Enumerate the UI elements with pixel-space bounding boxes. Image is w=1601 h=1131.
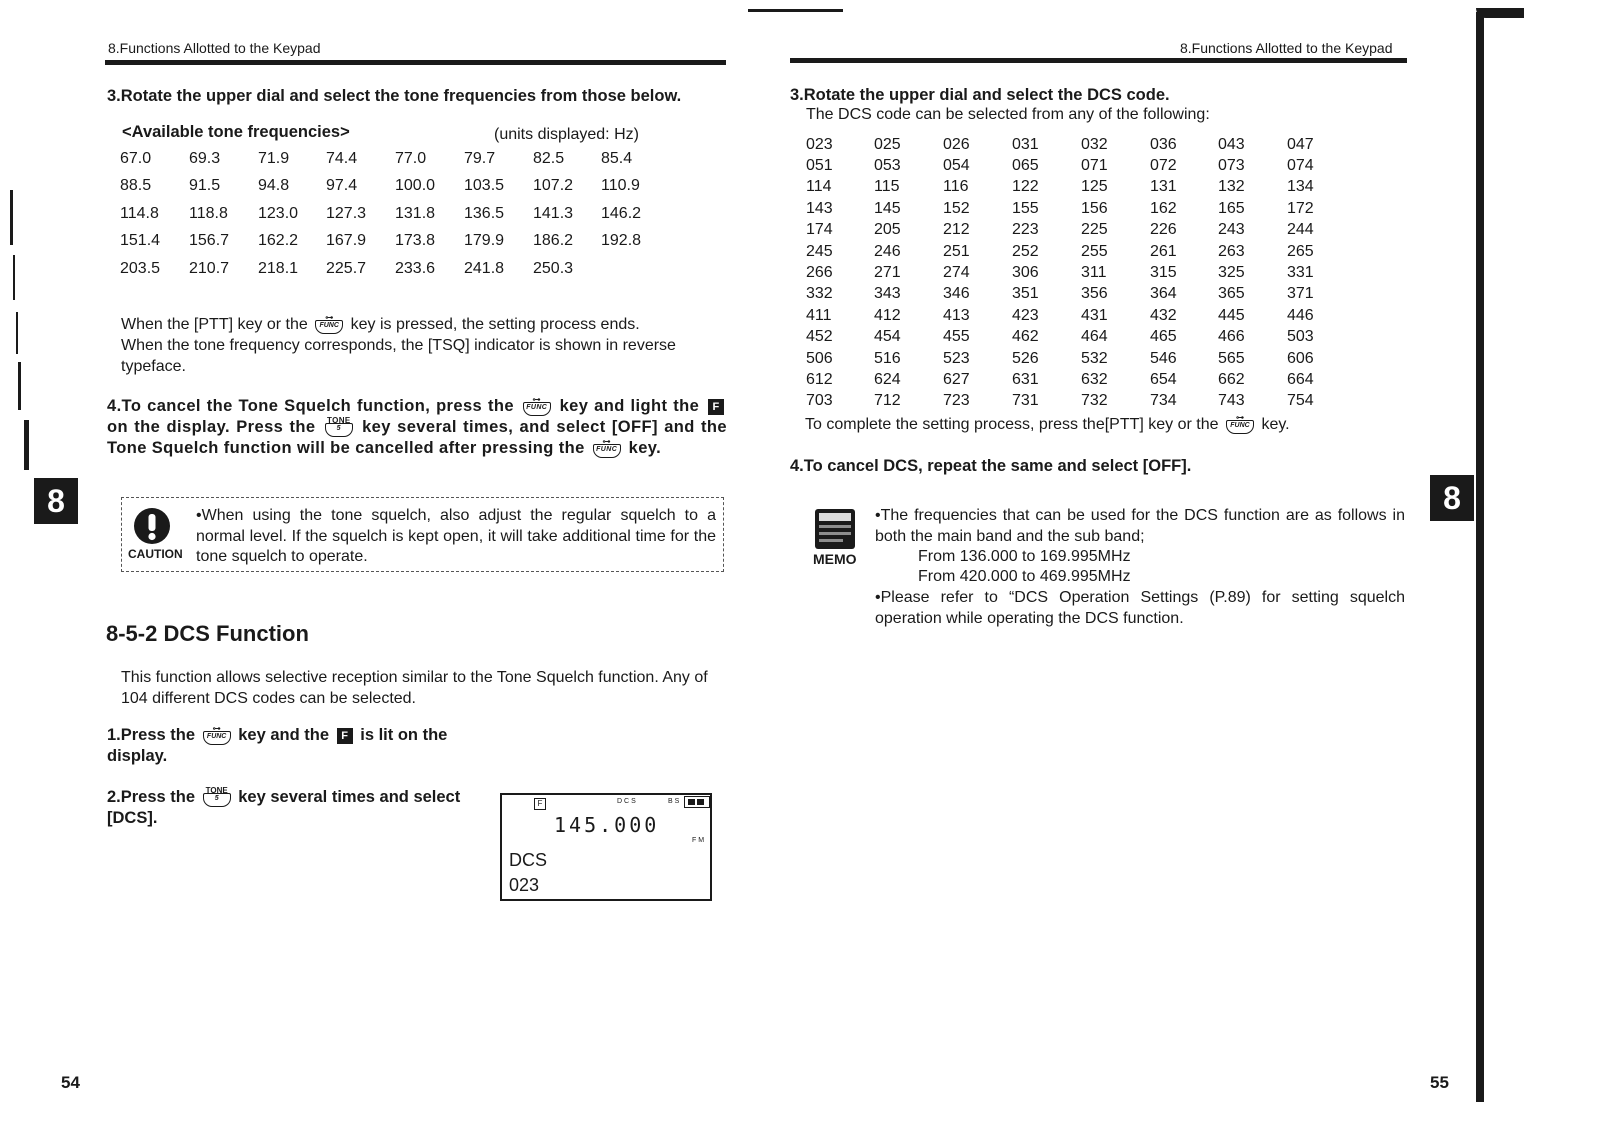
table-cell: 364 xyxy=(1150,285,1177,303)
tone-row xyxy=(120,173,661,201)
left-header-rule xyxy=(105,60,726,65)
table-cell: 627 xyxy=(943,370,970,388)
left-edge-mark xyxy=(24,420,29,470)
tone-row xyxy=(120,200,661,228)
table-cell: 734 xyxy=(1150,392,1177,410)
table-cell: 664 xyxy=(1287,370,1314,388)
table-cell: 156.7 xyxy=(189,232,230,250)
dcs-row xyxy=(806,241,1327,262)
table-cell: 446 xyxy=(1287,306,1314,324)
table-cell: 118.8 xyxy=(189,204,228,222)
table-cell: 69.3 xyxy=(189,149,221,167)
table-cell: 225 xyxy=(1081,221,1108,239)
section-title: 8-5-2 DCS Function xyxy=(106,621,309,646)
table-cell: 162 xyxy=(1150,199,1177,217)
table-cell: 67.0 xyxy=(120,149,152,167)
table-cell: 225.7 xyxy=(326,259,367,277)
table-cell: 94.8 xyxy=(258,177,290,195)
table-cell: 226 xyxy=(1150,221,1177,239)
lcd-mode: F M xyxy=(692,837,705,844)
table-cell: 155 xyxy=(1012,199,1039,217)
table-cell: 203.5 xyxy=(120,259,161,277)
table-cell: 246 xyxy=(874,242,901,260)
left-edge-mark xyxy=(13,255,15,300)
table-cell: 306 xyxy=(1012,264,1039,282)
table-cell: 025 xyxy=(874,135,901,153)
func-key-icon: ⊶ FUNC xyxy=(523,398,551,416)
table-cell: 172 xyxy=(1287,199,1314,217)
func-key-icon: ⊶ FUNC xyxy=(315,316,343,334)
dcs-row xyxy=(806,155,1327,176)
table-cell: 412 xyxy=(874,306,901,324)
func-key-icon: ⊶ FUNC xyxy=(1226,416,1254,434)
table-cell: 523 xyxy=(943,349,970,367)
lcd-dcs-indicator: DCS xyxy=(617,798,638,805)
table-cell: 356 xyxy=(1081,285,1108,303)
table-cell: 346 xyxy=(943,285,970,303)
dcs-step2 xyxy=(107,787,477,829)
ptt-text-b: key is pressed, the setting process ends. xyxy=(350,316,640,333)
table-cell: 156 xyxy=(1081,199,1108,217)
tone-units: (units displayed: Hz) xyxy=(494,126,639,143)
table-cell: 311 xyxy=(1081,264,1107,282)
table-cell: 132 xyxy=(1218,178,1245,196)
dcs-row xyxy=(806,134,1327,155)
dcs-step1-a: 1.Press the xyxy=(107,726,196,744)
table-cell: 100.0 xyxy=(395,177,436,195)
dcs-step1 xyxy=(107,725,477,767)
tone-row xyxy=(120,255,661,283)
table-cell: 051 xyxy=(806,157,833,175)
right-step3: 3.Rotate the upper dial and select the DCS code. xyxy=(790,86,1170,104)
tone-frequency-table xyxy=(120,145,661,283)
table-cell: 77.0 xyxy=(395,149,427,167)
memo-icon xyxy=(813,505,857,551)
table-cell: 71.9 xyxy=(258,149,290,167)
f-indicator-icon: F xyxy=(708,399,724,415)
dcs-row xyxy=(806,391,1327,412)
dcs-step1-c: is lit on the display. xyxy=(107,726,448,765)
table-cell: 107.2 xyxy=(533,177,574,195)
table-cell: 82.5 xyxy=(533,149,565,167)
left-header: 8.Functions Allotted to the Keypad xyxy=(108,40,321,56)
table-cell: 365 xyxy=(1218,285,1245,303)
step4-text-e: key. xyxy=(628,439,662,457)
table-cell: 546 xyxy=(1150,349,1177,367)
table-cell: 053 xyxy=(874,157,901,175)
table-cell: 151.4 xyxy=(120,232,161,250)
table-cell: 343 xyxy=(874,285,901,303)
table-cell: 127.3 xyxy=(326,204,367,222)
step4-text-b: key and light the xyxy=(559,397,700,415)
table-cell: 332 xyxy=(806,285,833,303)
table-cell: 162.2 xyxy=(258,232,299,250)
tone-key-icon: TONE 5 xyxy=(325,419,353,437)
table-cell: 261 xyxy=(1150,242,1177,260)
table-cell xyxy=(601,255,661,283)
table-cell: 411 xyxy=(806,306,832,324)
tone-caption: <Available tone frequencies> xyxy=(122,123,350,141)
table-cell: 218.1 xyxy=(258,259,299,277)
ptt-text-a: When the [PTT] key or the xyxy=(121,316,308,333)
table-cell: 146.2 xyxy=(601,204,642,222)
dcs-step1-b: key and the xyxy=(238,726,330,744)
table-cell: 186.2 xyxy=(533,232,574,250)
table-cell: 432 xyxy=(1150,306,1177,324)
table-cell: 143 xyxy=(806,199,833,217)
table-cell: 465 xyxy=(1150,328,1177,346)
table-cell: 023 xyxy=(806,135,833,153)
right-step3-sub: The DCS code can be selected from any of the following: xyxy=(806,106,1210,123)
table-cell: 205 xyxy=(874,221,901,239)
table-cell: 065 xyxy=(1012,157,1039,175)
right-edge-binding xyxy=(1476,12,1484,1102)
right-header: 8.Functions Allotted to the Keypad xyxy=(1180,40,1393,56)
complete-text xyxy=(805,414,1290,435)
table-cell: 606 xyxy=(1287,349,1314,367)
dcs-row xyxy=(806,220,1327,241)
table-cell: 662 xyxy=(1218,370,1245,388)
memo-text-2: •Please refer to “DCS Operation Settings (P.89) for setting squelch operation while operating the DCS function. xyxy=(875,589,1405,627)
lcd-frequency: 145.000 xyxy=(554,813,660,837)
top-crop-mark xyxy=(748,9,843,12)
dcs-row xyxy=(806,348,1327,369)
table-cell: 452 xyxy=(806,328,833,346)
tsq-text: When the tone frequency corresponds, the [TSQ] indicator is shown in reverse typeface. xyxy=(121,337,676,375)
table-cell: 212 xyxy=(943,221,970,239)
tone-row xyxy=(120,145,661,173)
right-page-number: 55 xyxy=(1430,1073,1449,1092)
table-cell: 136.5 xyxy=(464,204,505,222)
left-step4 xyxy=(107,396,727,459)
table-cell: 031 xyxy=(1012,135,1039,153)
right-header-rule xyxy=(790,58,1407,63)
left-edge-mark xyxy=(18,362,21,410)
table-cell: 371 xyxy=(1287,285,1314,303)
memo-range-1: From 136.000 to 169.995MHz xyxy=(918,548,1131,565)
table-cell: 532 xyxy=(1081,349,1108,367)
step4-text-c: on the display. Press the xyxy=(107,418,316,436)
table-cell: 026 xyxy=(943,135,970,153)
table-cell: 122 xyxy=(1012,178,1039,196)
table-cell: 526 xyxy=(1012,349,1039,367)
dcs-row xyxy=(806,262,1327,283)
dcs-row xyxy=(806,327,1327,348)
table-cell: 165 xyxy=(1218,199,1245,217)
table-cell: 233.6 xyxy=(395,259,436,277)
table-cell: 455 xyxy=(943,328,970,346)
table-cell: 565 xyxy=(1218,349,1245,367)
step4-text-a: 4.To cancel the Tone Squelch function, press the xyxy=(107,397,514,415)
battery-icon xyxy=(684,796,710,808)
table-cell: 134 xyxy=(1287,178,1314,196)
table-cell: 245 xyxy=(806,242,833,260)
table-cell: 91.5 xyxy=(189,177,221,195)
table-cell: 072 xyxy=(1150,157,1177,175)
table-cell: 624 xyxy=(874,370,901,388)
table-cell: 173.8 xyxy=(395,232,436,250)
table-cell: 445 xyxy=(1218,306,1245,324)
table-cell: 315 xyxy=(1150,264,1177,282)
func-key-icon: ⊶ FUNC xyxy=(203,727,231,745)
table-cell: 073 xyxy=(1218,157,1245,175)
table-cell: 115 xyxy=(874,178,900,196)
table-cell: 351 xyxy=(1012,285,1039,303)
left-page-number: 54 xyxy=(61,1073,80,1092)
table-cell: 103.5 xyxy=(464,177,505,195)
table-cell: 754 xyxy=(1287,392,1314,410)
memo-label: MEMO xyxy=(813,551,857,567)
caution-label: CAUTION xyxy=(128,547,183,561)
right-step4: 4.To cancel DCS, repeat the same and select [OFF]. xyxy=(790,457,1192,475)
table-cell: 152 xyxy=(943,199,970,217)
caution-text: •When using the tone squelch, also adjust the regular squelch to a normal level. If the squelch is kept open, it will take additional time for the tone squelch to operate. xyxy=(196,507,716,565)
table-cell: 454 xyxy=(874,328,901,346)
table-cell: 192.8 xyxy=(601,232,642,250)
table-cell: 732 xyxy=(1081,392,1108,410)
table-cell: 131 xyxy=(1150,178,1177,196)
tone-row xyxy=(120,228,661,256)
table-cell: 271 xyxy=(874,264,901,282)
table-cell: 043 xyxy=(1218,135,1245,153)
table-cell: 97.4 xyxy=(326,177,358,195)
table-cell: 071 xyxy=(1081,157,1108,175)
dcs-code-table xyxy=(806,134,1327,412)
step4-text-d: key several times, and select [OFF] and the Tone Squelch function will be cancelled after pressing the xyxy=(107,418,727,457)
table-cell: 244 xyxy=(1287,221,1314,239)
left-section-tab: 8 xyxy=(34,478,78,524)
table-cell: 466 xyxy=(1218,328,1245,346)
table-cell: 114.8 xyxy=(120,204,159,222)
table-cell: 036 xyxy=(1150,135,1177,153)
table-cell: 85.4 xyxy=(601,149,633,167)
dcs-row xyxy=(806,198,1327,219)
dcs-intro: This function allows selective reception similar to the Tone Squelch function. Any of 104 different DCS codes can be selected. xyxy=(121,669,708,707)
table-cell: 032 xyxy=(1081,135,1108,153)
f-indicator-icon: F xyxy=(337,728,353,744)
complete-text-b: key. xyxy=(1261,416,1290,433)
memo-text-1: •The frequencies that can be used for the DCS function are as follows in both the main band and the sub band; xyxy=(875,507,1405,545)
table-cell: 462 xyxy=(1012,328,1039,346)
memo-range-2: From 420.000 to 469.995MHz xyxy=(918,568,1131,585)
dcs-row xyxy=(806,284,1327,305)
table-cell: 123.0 xyxy=(258,204,299,222)
table-cell: 116 xyxy=(943,178,969,196)
lcd-f-indicator: F xyxy=(534,798,546,810)
func-key-icon: ⊶ FUNC xyxy=(593,440,621,458)
table-cell: 266 xyxy=(806,264,833,282)
dcs-row xyxy=(806,369,1327,390)
table-cell: 612 xyxy=(806,370,833,388)
table-cell: 464 xyxy=(1081,328,1108,346)
table-cell: 251 xyxy=(943,242,970,260)
table-cell: 252 xyxy=(1012,242,1039,260)
table-cell: 265 xyxy=(1287,242,1314,260)
table-cell: 331 xyxy=(1287,264,1314,282)
table-cell: 243 xyxy=(1218,221,1245,239)
left-step3: 3.Rotate the upper dial and select the tone frequencies from those below. xyxy=(107,87,682,105)
table-cell: 631 xyxy=(1012,370,1039,388)
table-cell: 274 xyxy=(943,264,970,282)
table-cell: 503 xyxy=(1287,328,1314,346)
left-edge-mark xyxy=(16,312,18,354)
table-cell: 431 xyxy=(1081,306,1108,324)
table-cell: 703 xyxy=(806,392,833,410)
dcs-step2-b: key several times and select [DCS]. xyxy=(107,788,461,827)
table-cell: 263 xyxy=(1218,242,1245,260)
tone-key-icon: TONE 5 xyxy=(203,789,231,807)
table-cell: 141.3 xyxy=(533,204,574,222)
table-cell: 174 xyxy=(806,221,833,239)
table-cell: 325 xyxy=(1218,264,1245,282)
table-cell: 074 xyxy=(1287,157,1314,175)
table-cell: 114 xyxy=(806,178,832,196)
caution-icon xyxy=(132,506,172,546)
lcd-line2: 023 xyxy=(509,875,540,895)
table-cell: 167.9 xyxy=(326,232,367,250)
right-edge-curl xyxy=(1476,8,1524,18)
table-cell: 255 xyxy=(1081,242,1108,260)
table-cell: 250.3 xyxy=(533,259,574,277)
table-cell: 423 xyxy=(1012,306,1039,324)
left-edge-mark xyxy=(10,190,13,245)
right-section-tab: 8 xyxy=(1430,475,1474,521)
table-cell: 88.5 xyxy=(120,177,152,195)
table-cell: 223 xyxy=(1012,221,1039,239)
table-cell: 516 xyxy=(874,349,901,367)
table-cell: 131.8 xyxy=(395,204,436,222)
table-cell: 712 xyxy=(874,392,901,410)
ptt-end-text xyxy=(121,314,731,335)
table-cell: 743 xyxy=(1218,392,1245,410)
dcs-row xyxy=(806,177,1327,198)
table-cell: 731 xyxy=(1012,392,1039,410)
lcd-line1: DCS xyxy=(509,850,548,870)
table-cell: 241.8 xyxy=(464,259,505,277)
table-cell: 632 xyxy=(1081,370,1108,388)
dcs-row xyxy=(806,305,1327,326)
complete-text-a: To complete the setting process, press the[PTT] key or the xyxy=(805,416,1219,433)
table-cell: 723 xyxy=(943,392,970,410)
table-cell: 125 xyxy=(1081,178,1108,196)
table-cell: 79.7 xyxy=(464,149,496,167)
table-cell: 179.9 xyxy=(464,232,505,250)
dcs-step2-a: 2.Press the xyxy=(107,788,196,806)
table-cell: 74.4 xyxy=(326,149,358,167)
table-cell: 047 xyxy=(1287,135,1314,153)
table-cell: 145 xyxy=(874,199,901,217)
table-cell: 506 xyxy=(806,349,833,367)
lcd-band-indicator: B S xyxy=(668,798,680,805)
table-cell: 054 xyxy=(943,157,970,175)
table-cell: 110.9 xyxy=(601,177,640,195)
caution-box xyxy=(121,497,724,572)
table-cell: 210.7 xyxy=(189,259,230,277)
table-cell: 654 xyxy=(1150,370,1177,388)
table-cell: 413 xyxy=(943,306,970,324)
lcd-display xyxy=(500,793,712,901)
